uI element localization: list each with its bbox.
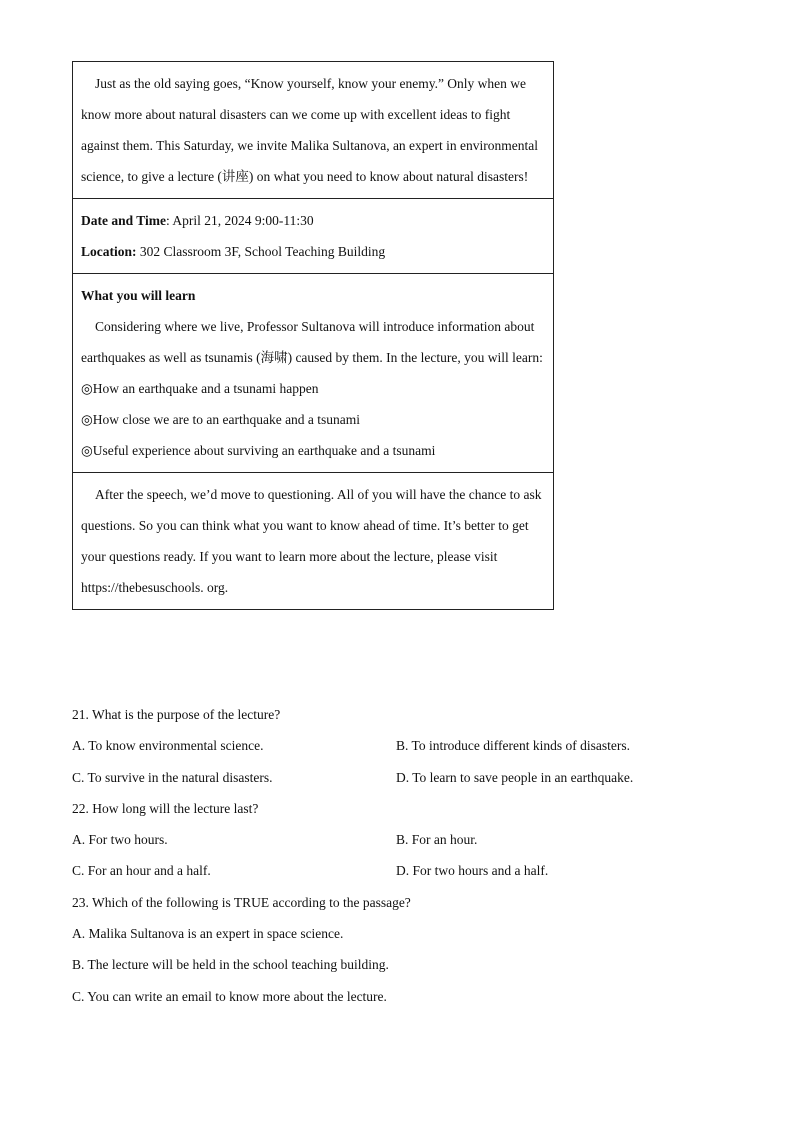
bullet-item: ◎How close we are to an earthquake and a tsunami	[81, 412, 361, 427]
location-line	[81, 236, 545, 267]
date-location-section	[73, 199, 553, 274]
location-label: Location:	[81, 244, 137, 259]
closing-paragraph: After the speech, we’d move to questioning. All of you will have the chance to ask questions. So you can think what you want to know ahead of time. It’s better to get your questions ready. If you want to learn more about the lecture, please visit https://thebesuschools. org.	[81, 487, 542, 595]
question-stem: 23. Which of the following is TRUE according to the passage?	[72, 894, 411, 910]
option-a: A. To know environmental science.	[72, 738, 264, 754]
date-label: Date and Time	[81, 213, 167, 228]
option-row	[72, 824, 752, 855]
option-c: C. To survive in the natural disasters.	[72, 769, 273, 785]
option-b: B. To introduce different kinds of disasters.	[396, 738, 631, 754]
option-d: D. For two hours and a half.	[396, 863, 549, 879]
date-line	[81, 205, 545, 236]
option-c: C. You can write an email to know more about the lecture.	[72, 988, 387, 1004]
date-value: : April 21, 2024 9:00-11:30	[166, 213, 314, 228]
option-a: A. For two hours.	[72, 832, 168, 848]
closing-section	[73, 473, 553, 609]
notice-table	[72, 61, 554, 610]
questions-area	[72, 699, 752, 1012]
option-row	[72, 855, 752, 886]
bullet-item: ◎How an earthquake and a tsunami happen	[81, 381, 319, 396]
option-row	[72, 762, 752, 793]
bullet-item: ◎Useful experience about surviving an earthquake and a tsunami	[81, 443, 436, 458]
learn-section	[73, 274, 553, 473]
question-stem: 22. How long will the lecture last?	[72, 800, 259, 816]
learn-heading-text: What you will learn	[81, 288, 196, 303]
option-c: C. For an hour and a half.	[72, 863, 211, 879]
intro-section	[73, 62, 553, 199]
location-value: 302 Classroom 3F, School Teaching Building	[136, 244, 386, 259]
option-a: A. Malika Sultanova is an expert in space science.	[72, 926, 344, 942]
learn-paragraph: Considering where we live, Professor Sultanova will introduce information about earthquakes as well as tsunamis (海啸) caused by them. In the lecture, you will learn:	[81, 319, 543, 365]
learn-heading	[81, 280, 545, 311]
option-d: D. To learn to save people in an earthquake.	[396, 769, 634, 785]
question-stem: 21. What is the purpose of the lecture?	[72, 707, 281, 722]
option-row	[72, 730, 752, 761]
option-b: B. For an hour.	[396, 832, 478, 848]
intro-paragraph: Just as the old saying goes, “Know yourself, know your enemy.” Only when we know more about natural disasters can we come up with excellent ideas to fight against them. This Saturday, we invite Malika Sultanova, an expert in environmental science, to give a lecture (讲座) on what you need to know about natural disasters!	[81, 76, 539, 184]
option-b: B. The lecture will be held in the school teaching building.	[72, 957, 389, 973]
